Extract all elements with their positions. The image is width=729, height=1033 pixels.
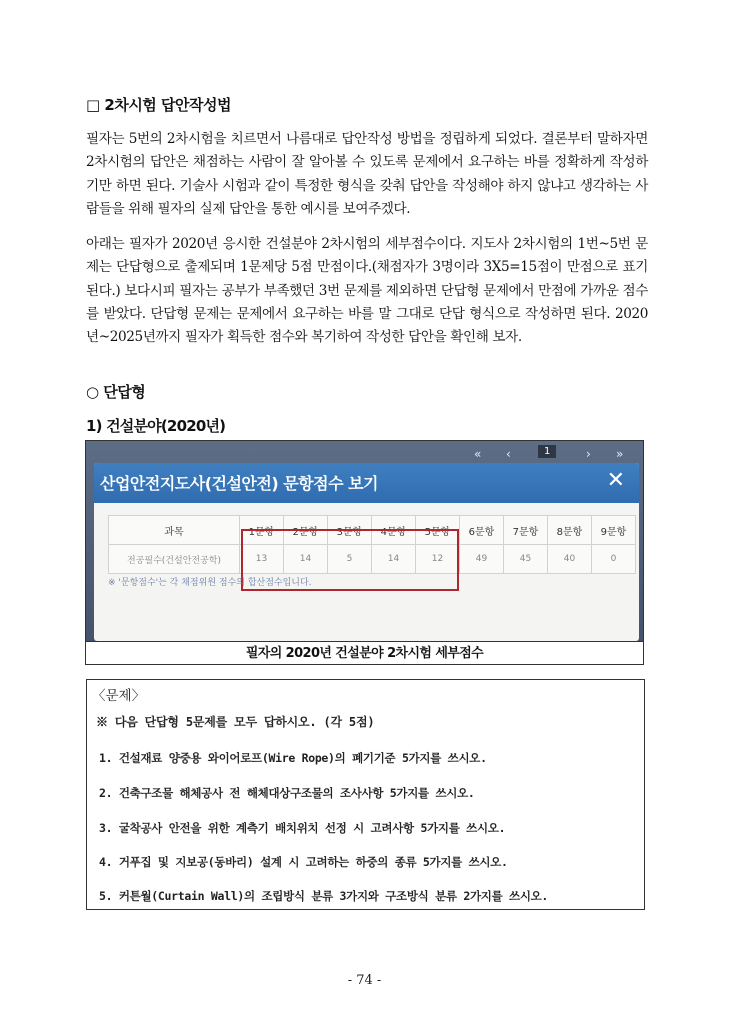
modal-header (94, 463, 639, 503)
page-number: - 74 - (347, 973, 382, 988)
header-cell: 9문항 (592, 516, 636, 545)
pager-next-icon: › (586, 447, 591, 461)
score-cell: 12 (416, 545, 460, 574)
problem-item: 1. 건설재료 양중용 와이어로프(Wire Rope)의 폐기기준 5가지를 쓰시오. (99, 751, 487, 765)
score-screenshot-figure (85, 440, 644, 665)
pager-first-icon: « (474, 447, 482, 461)
pager-prev-icon: ‹ (506, 447, 511, 461)
header-cell: 7문항 (504, 516, 548, 545)
header-cell: 3문항 (328, 516, 372, 545)
header-cell: 8문항 (548, 516, 592, 545)
subsubsection-title: 1) 건설분야(2020년) (86, 417, 226, 435)
score-cell: 전공필수(건설안전공학) (109, 545, 240, 574)
score-cell: 14 (284, 545, 328, 574)
score-cell: 45 (504, 545, 548, 574)
section-title: □ 2차시험 답안작성법 (86, 96, 231, 114)
header-cell: 6문항 (460, 516, 504, 545)
score-modal (94, 463, 639, 641)
score-cell: 14 (372, 545, 416, 574)
score-cell: 49 (460, 545, 504, 574)
header-cell: 과목 (109, 516, 240, 545)
pager-last-icon: » (616, 447, 624, 461)
modal-title: 산업안전지도사(건설안전) 문항점수 보기 (100, 474, 379, 493)
problem-box (86, 679, 645, 910)
score-cell: 5 (328, 545, 372, 574)
paragraph-intro: 필자는 5번의 2차시험을 치르면서 나름대로 답안작성 방법을 정립하게 되었다. 결론부터 말하자면 2차시험의 답안은 채점하는 사람이 잘 알아볼 수 있도록 문제에서 요구하는 바를 정확하게 작성하기만 하면 된다. 기술사 시험과 같이 특정한 형식을 갖춰 답안을 작성해야 하지 않냐고 생각하는 사람들을 위해 필자의 실제 답안을 통한 예시를 보여주겠다. (86, 131, 648, 217)
problem-label: 〈문제〉 (92, 688, 146, 704)
header-cell: 5문항 (416, 516, 460, 545)
score-cell: 13 (240, 545, 284, 574)
header-cell: 4문항 (372, 516, 416, 545)
figure-caption: 필자의 2020년 건설분야 2차시험 세부점수 (86, 641, 643, 665)
header-cell: 2문항 (284, 516, 328, 545)
header-cell: 1문항 (240, 516, 284, 545)
score-cell: 40 (548, 545, 592, 574)
problem-item: 3. 굴착공사 안전을 위한 계측기 배치위치 선정 시 고려사항 5가지를 쓰시오. (99, 821, 506, 835)
problem-item: 5. 커튼월(Curtain Wall)의 조립방식 분류 3가지와 구조방식 분류 2가지를 쓰시오. (99, 889, 549, 903)
score-cell: 0 (592, 545, 636, 574)
paragraph-scores: 아래는 필자가 2020년 응시한 건설분야 2차시험의 세부점수이다. 지도사 2차시험의 1번~5번 문제는 단답형으로 출제되며 1문제당 5점 만점이다.(채점자가 3명이라 3X5=15점이 만점으로 표기된다.) 보다시피 필자는 공부가 부족했던 3번 문제를 제외하면 단답형 문제에서 만점에 가까운 점수를 받았다. 단답형 문제는 문제에서 요구하는 바를 말 그대로 단답 형식으로 작성하면 된다. 2020년~2025년까지 필자가 획득한 점수와 복기하여 작성한 답안을 확인해 보자. (86, 236, 648, 346)
score-screenshot-photo (86, 441, 643, 641)
problem-item: 2. 건축구조물 해체공사 전 해체대상구조물의 조사사항 5가지를 쓰시오. (99, 786, 475, 800)
subsection-title: ○ 단답형 (86, 383, 146, 401)
close-icon: ✕ (606, 468, 625, 493)
problem-instruction: ※ 다음 단답형 5문제를 모두 답하시오. (각 5점) (96, 715, 375, 729)
problem-item: 4. 거푸집 및 지보공(동바리) 설계 시 고려하는 하중의 종류 5가지를 쓰시오. (99, 855, 508, 869)
pager-current: 1 (538, 445, 556, 458)
score-note: ※ '문항점수'는 각 채점위원 점수의 합산점수입니다. (108, 578, 312, 588)
